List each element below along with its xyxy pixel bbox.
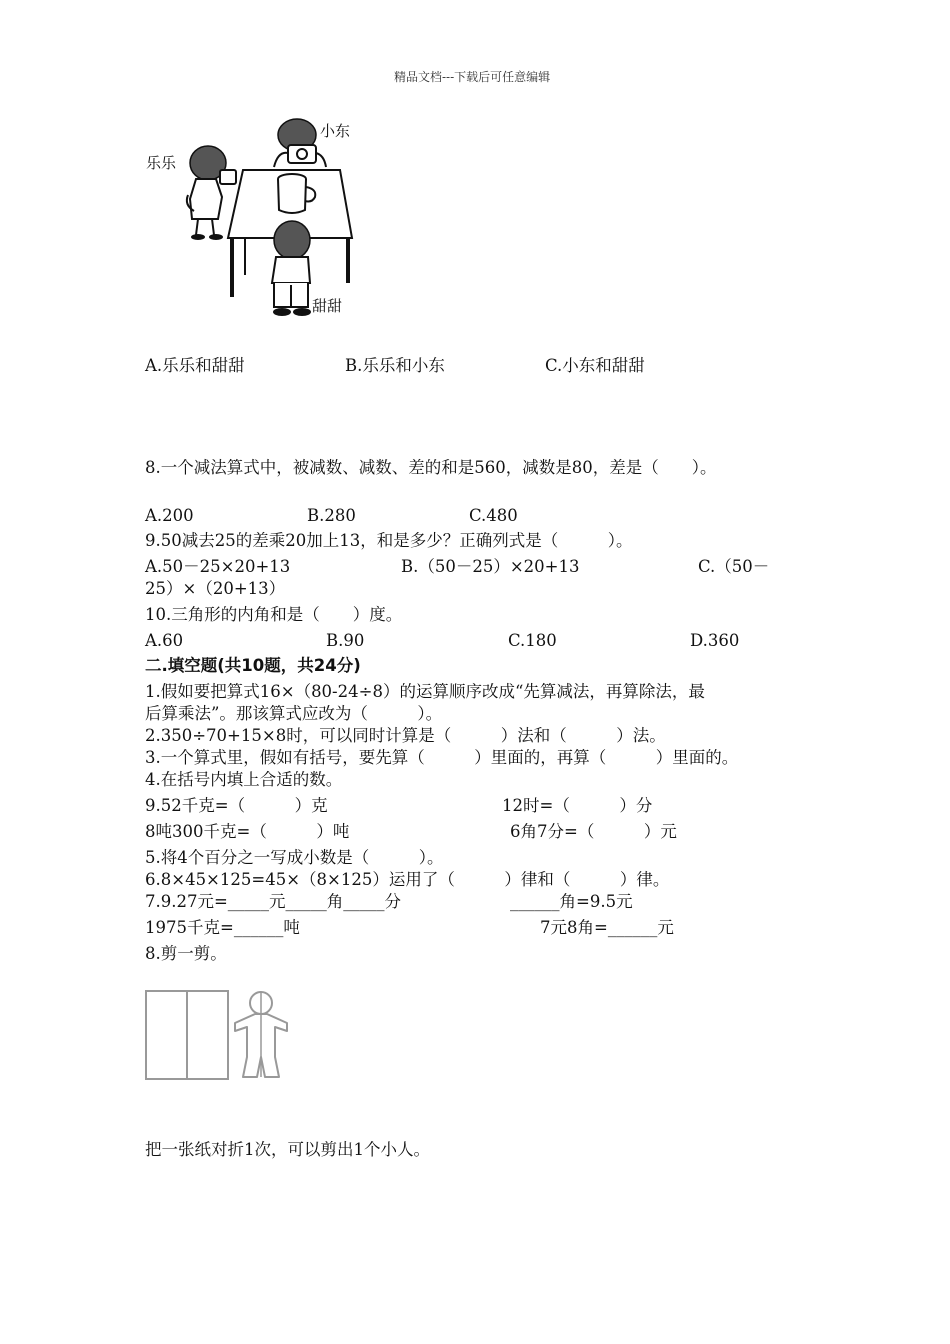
fill-q5: 5.将4个百分之一写成小数是（ ）。 <box>145 848 444 867</box>
q10-stem: 10.三角形的内角和是（ ）度。 <box>145 605 403 624</box>
fill-q1-line2: 后算乘法”。那该算式应改为（ ）。 <box>145 704 443 723</box>
q7-option-c: C.小东和甜甜 <box>545 356 645 375</box>
q10-option-c: C.180 <box>508 631 557 650</box>
q8-stem: 8.一个减法算式中，被减数、减数、差的和是560，减数是80，差是（ ）。 <box>145 458 717 477</box>
q8-option-a: A.200 <box>145 506 194 525</box>
fill-q3: 3.一个算式里，假如有括号，要先算（ ）里面的，再算（ ）里面的。 <box>145 748 739 767</box>
page-header: 精品文档---下载后可任意编辑 <box>394 70 551 84</box>
q9-option-a: A.50－25×20+13 <box>145 557 291 576</box>
q8-option-c: C.480 <box>469 506 518 525</box>
q10-option-d: D.360 <box>690 631 740 650</box>
q9-option-b: B.（50－25）×20+13 <box>401 557 580 576</box>
q10-option-b: B.90 <box>326 631 365 650</box>
q7-option-a: A.乐乐和甜甜 <box>145 356 245 375</box>
q10-option-a: A.60 <box>145 631 184 650</box>
section-title: 二.填空题(共10题，共24分) <box>145 656 361 675</box>
fill-q7-item-d: 7元8角=______元 <box>540 918 674 937</box>
q9-stem: 9.50减去25的差乘20加上13，和是多少？正确列式是（ ）。 <box>145 531 633 550</box>
fill-q4-item-b: 12时=（ ）分 <box>502 796 653 815</box>
fill-q7-item-c: 1975千克=______吨 <box>145 918 300 937</box>
figure-label-lele: 乐乐 <box>146 154 177 172</box>
fill-q8: 8.剪一剪。 <box>145 944 227 963</box>
paper-cut-figure <box>143 985 303 1085</box>
fill-q7-item-a: 7.9.27元=_____元_____角_____分 <box>145 892 402 911</box>
fill-q7-item-b: ______角=9.5元 <box>510 892 633 911</box>
q9-option-c: C.（50－ <box>698 557 770 576</box>
fill-q6: 6.8×45×125=45×（8×125）运用了（ ）律和（ ）律。 <box>145 870 670 889</box>
fill-q8-statement: 把一张纸对折1次，可以剪出1个小人。 <box>145 1140 430 1159</box>
fill-q4: 4.在括号内填上合适的数。 <box>145 770 343 789</box>
fill-q2: 2.350÷70+15×8时，可以同时计算是（ ）法和（ ）法。 <box>145 726 666 745</box>
fill-q4-item-d: 6角7分=（ ）元 <box>510 822 677 841</box>
q7-option-b: B.乐乐和小东 <box>345 356 445 375</box>
fill-q1-line1: 1.假如要把算式16×（80-24÷8）的运算顺序改成“先算减法，再算除法，最 <box>145 682 705 701</box>
q9-option-c-continued: 25）×（20+13） <box>145 579 286 598</box>
figure-label-tiantian: 甜甜 <box>312 297 343 315</box>
figure-label-xiaodong: 小东 <box>320 122 351 140</box>
fill-q4-item-a: 9.52千克=（ ）克 <box>145 796 328 815</box>
fill-q4-item-c: 8吨300千克=（ ）吨 <box>145 822 350 841</box>
q8-option-b: B.280 <box>307 506 356 525</box>
